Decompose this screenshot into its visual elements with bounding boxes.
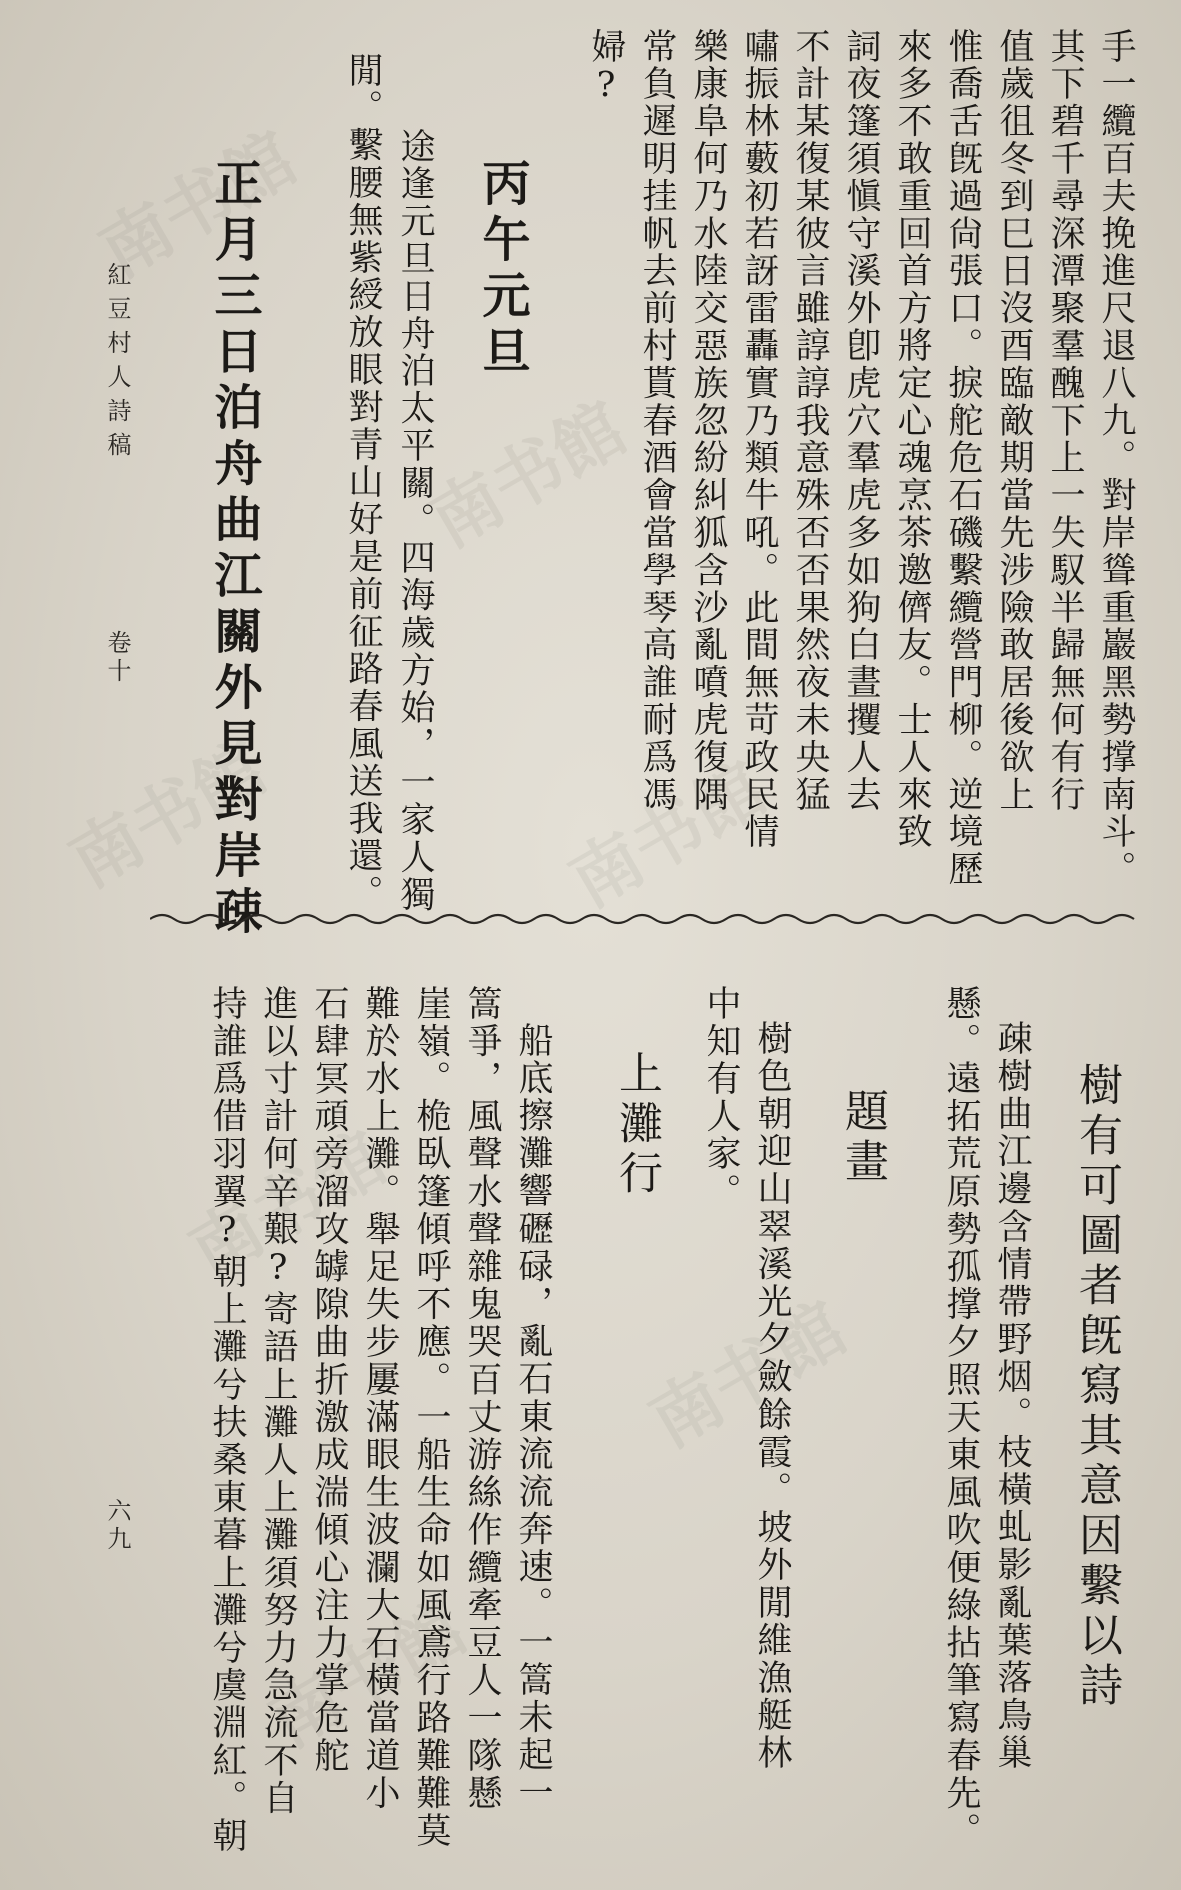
watermark: 南书館 [85, 116, 310, 294]
watermark: 南书館 [175, 1116, 400, 1294]
poem-line: 中知有人家。 [701, 985, 741, 1211]
continuation-line: 值歲徂冬到巳日沒酉臨敵期當先涉險敢居後欲上 [994, 28, 1034, 814]
poem-title: 丙午元旦 [474, 158, 530, 382]
watermark: 南书館 [255, 1586, 480, 1764]
poem-title: 正月三日泊舟曲江關外見對岸疎 [206, 158, 262, 942]
section-divider [150, 905, 1140, 935]
poem-line: 懸。遠拓荒原勢孤撑夕照天東風吹便綠拈筆寫春先。 [941, 985, 981, 1850]
continuation-line: 婦? [586, 28, 626, 108]
poem-line: 進以寸計何辛艱?寄語上灘人上灘須努力急流不自 [258, 985, 298, 1818]
watermark: 南书館 [55, 726, 280, 904]
continuation-line: 其下碧千尋深潭聚羣醜下上一失馭半歸無何有行 [1045, 28, 1085, 814]
continuation-line: 惟喬舌旣過尙張口。捩舵危石磯繫纜營門柳。逆境歷 [943, 28, 983, 889]
watermark: 南书館 [635, 1286, 860, 1464]
page-number: 六九 [103, 1498, 131, 1554]
watermark: 南书館 [415, 386, 640, 564]
poem-line: 篙爭，風聲水聲雜鬼哭百丈游絲作纜牽豆人一隊懸 [462, 985, 502, 1813]
poem-line: 途逢元旦日舟泊太平關。四海歲方始，一家人獨 [395, 128, 435, 914]
poem-title: 上灘行 [611, 1050, 662, 1200]
continuation-line: 常負遲明挂帆去前村貰春酒會當學琴高誰耐爲馮 [637, 28, 677, 814]
poem-line: 閒。繫腰無紫綬放眼對青山好是前征路春風送我還。 [343, 52, 383, 913]
continuation-line: 詞夜篷須愼守溪外卽虎穴羣虎多如狗白晝攫人去 [841, 28, 881, 814]
continuation-line: 樂康阜何乃水陸交惡族忽紛糾狐含沙亂噴虎復隅 [688, 28, 728, 814]
poem-title: 題畫 [837, 1088, 888, 1188]
continuation-line: 手一纜百夫挽進尺退八九。對岸聳重巖黑勢撑南斗。 [1096, 28, 1136, 889]
continuation-line: 不計某復某彼言雖諄諄我意殊否否果然夜未央猛 [790, 28, 830, 814]
poem-line: 崖嶺。桅臥篷傾呼不應。一船生命如風鳶行路難難莫 [411, 985, 451, 1850]
poem-line: 持誰爲借羽翼?朝上灘兮扶桑東暮上灘兮虞淵紅。朝 [207, 985, 247, 1855]
continuation-line: 嘯振林藪初若訝雷轟實乃類牛吼。此間無苛政民情 [739, 28, 779, 851]
poem-preface: 樹有可圖者旣寫其意因繫以詩 [1071, 1062, 1122, 1712]
volume-label: 卷十 [103, 630, 131, 686]
poem-line: 船底擦灘響礰碌，亂石東流流奔速。一篙未起一 [513, 1022, 553, 1812]
running-title: 紅豆村人詩稿 [103, 262, 131, 466]
watermark: 南书館 [555, 746, 780, 924]
poem-line: 難於水上灘。舉足失步屢滿眼生波瀾大石橫當道小 [360, 985, 400, 1813]
poem-line: 樹色朝迎山翠溪光夕斂餘霞。坡外閒維漁艇林 [752, 1020, 792, 1772]
poem-line: 石肆冥頑旁溜攻罅隙曲折激成湍傾心注力掌危舵 [309, 985, 349, 1775]
poem-line: 疎樹曲江邊含情帶野烟。枝橫虬影亂葉落鳥巢 [992, 1020, 1032, 1772]
continuation-line: 來多不敢重回首方將定心魂烹茶邀儕友。士人來致 [892, 28, 932, 851]
